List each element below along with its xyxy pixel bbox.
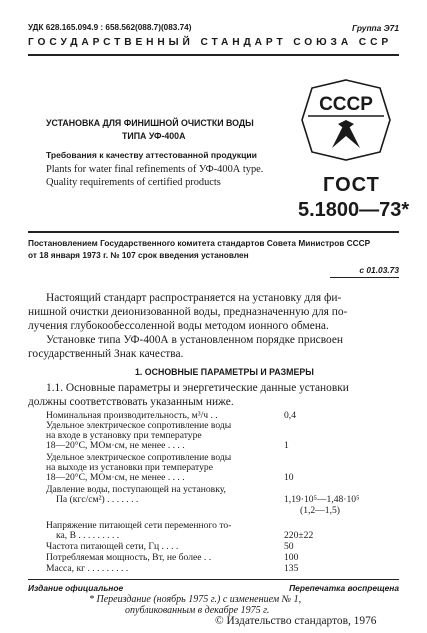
param-row-productivity: Номинальная производительность, м³/ч . . [46,410,218,421]
footer-rule [28,579,399,580]
intro-p1-line1: Настоящий стандарт распространяется на установку для фи- [46,292,342,304]
param-value-mass: 135 [284,563,299,574]
param-value-power: 100 [284,552,299,563]
param-value-productivity: 0,4 [284,410,296,421]
udc-code: УДК 628.165.094.9 : 658.562(088.7)(083.74) [28,23,192,32]
reissue-note-line1: * Переиздание (ноябрь 1975 г.) с изменением № 1, [89,594,302,605]
param-value-pressure-kgf: (1,2—1,5) [300,505,340,516]
intro-p2-line2: государственный Знак качества. [28,348,184,360]
group-code: Группа Э71 [351,23,399,33]
decree-date-rule [330,277,399,278]
gost-label: ГОСТ [323,174,380,196]
title-ru-subtitle: Требования к качеству аттестованной продукции [46,150,257,160]
param-row-power: Потребляемая мощность, Вт, не более . . [46,552,212,563]
param-row-pressure-1: Давление воды, поступающей на установку, [46,484,226,495]
param-row-pressure-2: Па (кгс/см²) . . . . . . . [56,494,139,505]
title-en-line2: Quality requirements of certified products [46,177,221,188]
decree-line1: Постановлением Государственного комитета стандартов Совета Министров СССР [28,238,371,248]
quality-mark-emblem [298,78,394,162]
param-row-resistance-in-2: на входе в установку при температуре [46,430,202,441]
quality-mark-icon [298,78,394,162]
title-en-line1: Plants for water final refinements of УФ-400А type. [46,164,264,175]
param-value-pressure: 1,19·10⁵—1,48·10⁵ [284,494,360,505]
param-value-resistance-in: 1 [284,440,289,451]
param-row-resistance-out-1: Удельное электрическое сопротивление воды [46,452,232,463]
copyright: © Издательство стандартов, 1976 [215,615,377,627]
intro-p1-line2: нишной очистки деионизованной воды, предназначенную для по- [28,306,348,318]
intro-p2-line1: Установке типа УФ-400А в установленном порядке присвоен [46,334,344,346]
intro-p1-line3: лучения глубокообессоленной воды методом ионного обмена. [28,320,329,332]
state-standard-heading: ГОСУДАРСТВЕННЫЙ СТАНДАРТ СОЮЗА ССР [28,37,393,48]
param-row-resistance-in-3: 18—20°С, МОм·см, не менее . . . . [46,440,185,451]
decree-line2: от 18 января 1973 г. № 107 срок введения установлен [28,250,249,260]
header-rule [28,54,399,56]
reprint-prohibited: Перепечатка воспрещена [289,583,399,593]
param-value-voltage: 220±22 [284,530,314,541]
decree-date: с 01.03.73 [359,265,399,275]
quality-mark-text: СССР [319,94,373,115]
reissue-note-line2: опубликованным в декабре 1975 г. [125,605,270,616]
title-ru-line2: ТИПА УФ-400А [122,131,186,141]
param-row-frequency: Частота питающей сети, Гц . . . . [46,541,179,552]
param-row-resistance-out-3: 18—20°С, МОм·см, не менее . . . . [46,472,185,483]
official-edition: Издание официальное [28,583,124,593]
param-row-resistance-out-2: на выходе из установки при температуре [46,462,213,473]
param-value-resistance-out: 10 [284,472,294,483]
title-ru-line1: УСТАНОВКА ДЛЯ ФИНИШНОЙ ОЧИСТКИ ВОДЫ [46,118,254,128]
title-rule [28,231,399,233]
param-row-resistance-in-1: Удельное электрическое сопротивление воды [46,420,232,431]
param-value-frequency: 50 [284,541,294,552]
section1-lead-line1: 1.1. Основные параметры и энергетические данные установки [46,382,349,394]
param-row-mass: Масса, кг . . . . . . . . . [46,563,129,574]
section1-heading: 1. ОСНОВНЫЕ ПАРАМЕТРЫ И РАЗМЕРЫ [135,367,314,377]
param-row-voltage-2: ка, В . . . . . . . . . [56,530,120,541]
gost-number: 5.1800—73* [298,199,410,221]
section1-lead-line2: должны соответствовать указанным ниже. [28,396,234,408]
param-row-voltage-1: Напряжение питающей сети переменного то- [46,520,232,531]
